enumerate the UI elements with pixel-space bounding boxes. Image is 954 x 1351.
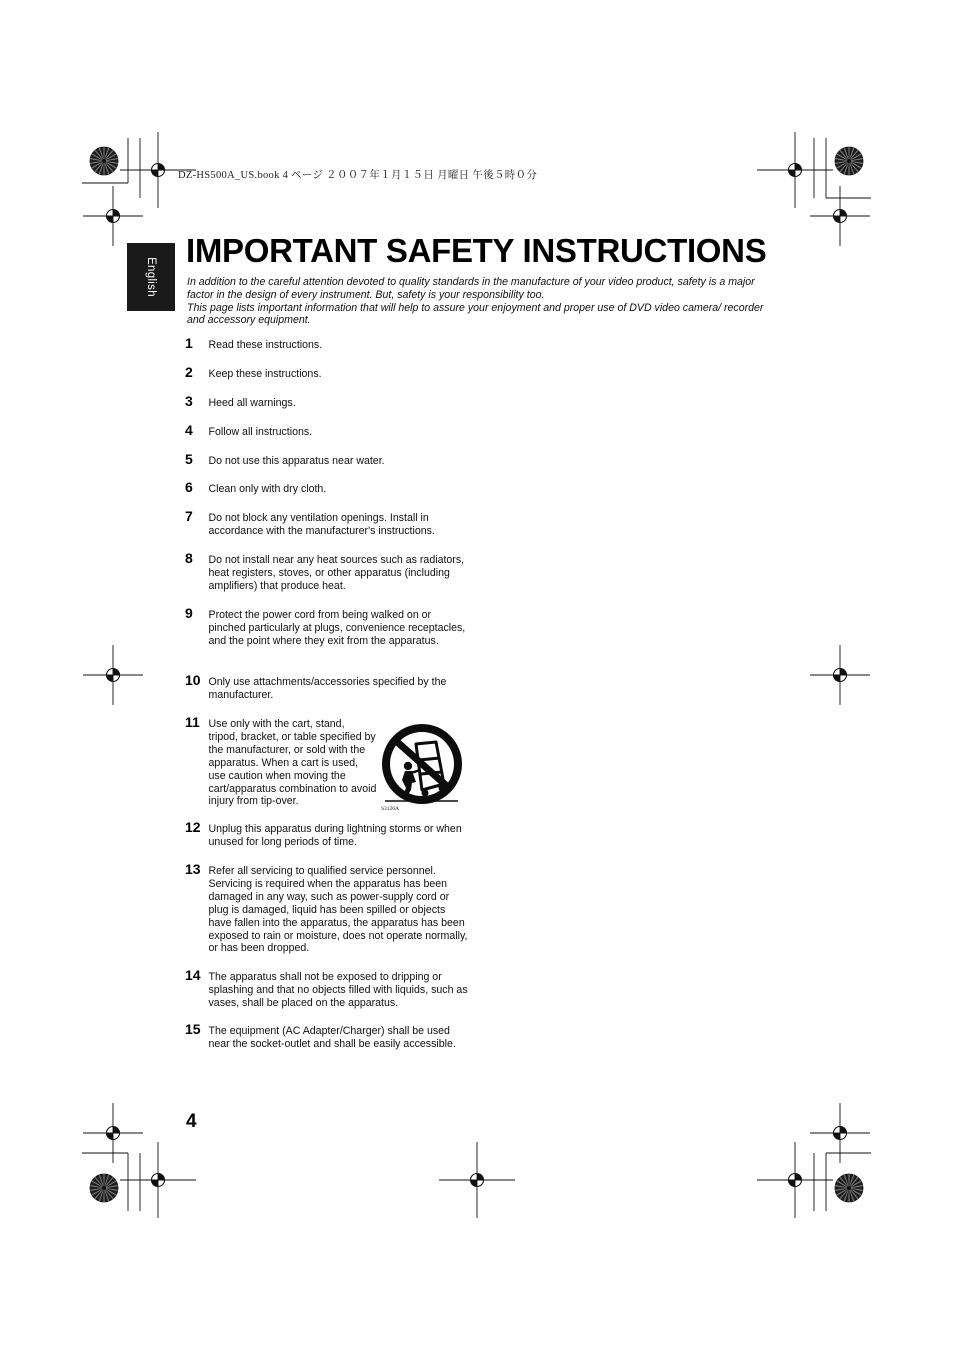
page-number: 4 (186, 1111, 197, 1132)
registration-quadrant (107, 675, 114, 682)
item-text: Follow all instructions. (208, 426, 313, 438)
registration-quadrant (834, 675, 841, 682)
registration-quadrant (840, 210, 847, 217)
registration-quadrant (840, 669, 847, 676)
list-item (185, 508, 470, 553)
item-number: 2 (185, 364, 193, 380)
item-text: Protect the power cord from being walked on or pinched particularly at plugs, convenience receptacles, and the point where they exit from the apparatus. (208, 609, 466, 647)
registration-quadrant (795, 1174, 802, 1181)
registration-quadrant (834, 216, 841, 223)
item-number: 9 (185, 605, 193, 621)
language-tab (127, 243, 175, 311)
registration-quadrant (107, 216, 114, 223)
intro-paragraph: In addition to the careful attention devoted to quality standards in the manufacture of your video product, safety is a major factor in the design of every instrument. But, safety is your responsibility too. (187, 276, 755, 301)
list-item (185, 393, 470, 425)
intro-text (187, 276, 767, 327)
item-text: Do not block any ventilation openings. Install in accordance with the manufacturer's instructions. (208, 512, 435, 537)
list-item (185, 605, 470, 675)
list-item (185, 451, 470, 482)
item-text: The apparatus shall not be exposed to dripping or splashing and that no objects filled with liquids, such as vases, shall be placed on the apparatus. (208, 971, 468, 1009)
item-text: Heed all warnings. (208, 397, 296, 409)
registration-quadrant (477, 1174, 484, 1181)
list-item (185, 672, 470, 717)
registration-quadrant (152, 1180, 159, 1187)
starburst-center (847, 1186, 851, 1190)
registration-quadrant (789, 1180, 796, 1187)
list-item (185, 422, 470, 454)
item-number: 4 (185, 422, 193, 438)
print-header: DZ-HS500A_US.book 4 ページ ２００７年１月１５日 月曜日 午後５時０分 (178, 170, 538, 181)
item-text: Read these instructions. (208, 339, 323, 351)
safety-instruction-list (185, 335, 470, 1066)
item-number: 11 (185, 714, 200, 730)
language-tab-label: English (145, 257, 157, 297)
registration-quadrant (158, 164, 165, 171)
item-text: Only use attachments/accessories specified by the manufacturer. (208, 676, 447, 701)
registration-quadrant (158, 1174, 165, 1181)
item-text: Clean only with dry cloth. (208, 483, 327, 495)
item-number: 6 (185, 479, 193, 495)
item-number: 8 (185, 550, 193, 566)
starburst-center (102, 1186, 106, 1190)
item-text: Do not use this apparatus near water. (208, 455, 385, 467)
registration-quadrant (834, 1133, 841, 1140)
item-text: The equipment (AC Adapter/Charger) shall be used near the socket-outlet and shall be easily accessible. (208, 1025, 456, 1050)
item-number: 10 (185, 672, 201, 688)
item-text: Use only with the cart, stand, tripod, bracket, or table specified by the manufacturer, or sold with the apparatus. When a cart is used, use caution when moving the cart/apparatus combination to avoid injury from tip-over. (208, 718, 377, 808)
cart-icon-code: S3126A (381, 806, 400, 812)
registration-quadrant (113, 210, 120, 217)
starburst-center (102, 159, 106, 163)
list-item (185, 967, 470, 1024)
registration-quadrant (471, 1180, 478, 1187)
item-number: 1 (185, 335, 193, 351)
item-number: 5 (185, 451, 193, 467)
cart-tip-over-warning-icon (378, 720, 468, 812)
list-item (185, 479, 470, 511)
registration-quadrant (107, 1133, 114, 1140)
starburst-center (847, 159, 851, 163)
list-item (185, 550, 470, 608)
item-number: 15 (185, 1021, 201, 1037)
item-text: Refer all servicing to qualified service personnel. Servicing is required when the apparatus has been damaged in any way, such as power-supply cord or plug is damaged, liquid has been spilled or objects have fallen into the apparatus, the apparatus has been exposed to rain or moisture, does not operate normally, or has been dropped. (208, 865, 468, 955)
registration-quadrant (789, 170, 796, 177)
item-number: 3 (185, 393, 193, 409)
item-text: Unplug this apparatus during lightning storms or when unused for long periods of time. (208, 823, 462, 848)
list-item (185, 364, 470, 396)
registration-quadrant (840, 1127, 847, 1134)
item-number: 12 (185, 819, 201, 835)
item-text: Keep these instructions. (208, 368, 322, 380)
item-number: 7 (185, 508, 193, 524)
list-item (185, 1021, 470, 1066)
item-number: 14 (185, 967, 201, 983)
page-title: IMPORTANT SAFETY INSTRUCTIONS (186, 232, 767, 269)
list-item (185, 819, 470, 864)
intro-paragraph: This page lists important information that will help to assure your enjoyment and proper use of DVD video camera/ recorder and accessory equipment. (187, 301, 764, 327)
list-item (185, 335, 470, 367)
item-text: Do not install near any heat sources such as radiators, heat registers, stoves, or other apparatus (including amplifiers) that produce heat. (208, 554, 465, 592)
item-number: 13 (185, 861, 201, 877)
registration-quadrant (795, 164, 802, 171)
registration-quadrant (113, 1127, 120, 1134)
list-item (185, 861, 470, 970)
registration-quadrant (113, 669, 120, 676)
registration-quadrant (152, 170, 159, 177)
